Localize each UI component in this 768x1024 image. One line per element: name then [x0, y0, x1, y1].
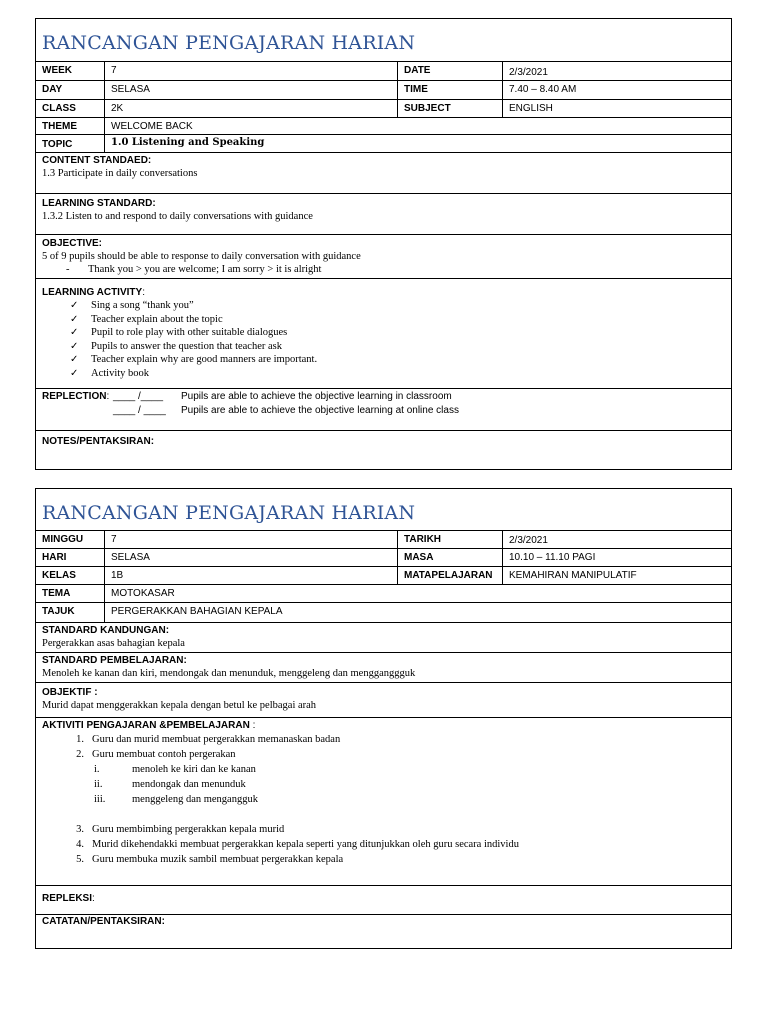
- standard-kandungan-block: [36, 623, 731, 653]
- tajuk-value: PERGERAKKAN BAHAGIAN KEPALA: [105, 603, 731, 623]
- reflection-row-2: [42, 404, 725, 418]
- content-standard-label: CONTENT STANDAED:: [42, 155, 152, 166]
- tema-value: MOTOKASAR: [105, 585, 731, 603]
- objective-text: 5 of 9 pupils should be able to response to daily conversation with guidance: [42, 251, 361, 262]
- standard-kandungan-text: Pergerakkan asas bahagian kepala: [42, 638, 185, 649]
- theme-label: THEME: [36, 118, 105, 135]
- notes-block: [36, 431, 731, 469]
- reflection-line-1: Pupils are able to achieve the objective learning in classroom: [181, 391, 452, 402]
- class-value: 2K: [105, 100, 398, 118]
- repleksi-block: [36, 886, 731, 915]
- reflection-line-2: Pupils are able to achieve the objective learning at online class: [181, 405, 459, 416]
- check-icon: ✓: [70, 313, 79, 325]
- aktiviti-list-a: [42, 732, 725, 762]
- standard-pembelajaran-text: Menoleh ke kanan dan kiri, mendongak dan menunduk, menggeleng dan mengganggguk: [42, 668, 416, 679]
- info-grid: [36, 62, 731, 153]
- list-item: ii. mendongak dan menunduk: [94, 779, 246, 790]
- tajuk-label: TAJUK: [36, 603, 105, 623]
- lesson-plan-pj: [35, 488, 732, 949]
- list-item: ✓ Pupils to answer the question that teacher ask: [70, 340, 282, 352]
- hari-value: SELASA: [105, 549, 398, 567]
- lesson-plan-english: [35, 18, 732, 470]
- form-title: RANCANGAN PENGAJARAN HARIAN: [36, 19, 731, 62]
- time-value: 7.40 – 8.40 AM: [503, 81, 731, 100]
- list-item: i. menoleh ke kiri dan ke kanan: [94, 764, 256, 775]
- learning-activity-label: LEARNING ACTIVITY:: [42, 287, 145, 298]
- aktiviti-block: [36, 718, 731, 886]
- masa-label: MASA: [398, 549, 503, 567]
- objective-block: [36, 235, 731, 279]
- week-value: 7: [105, 62, 398, 81]
- day-label: DAY: [36, 81, 105, 100]
- objektif-label: OBJEKTIF :: [42, 687, 98, 698]
- masa-value: 10.10 – 11.10 PAGI: [503, 549, 731, 567]
- learning-standard-label: LEARNING STANDARD:: [42, 198, 156, 209]
- check-icon: ✓: [70, 300, 79, 311]
- aktiviti-label: AKTIVITI PENGAJARAN &PEMBELAJARAN :: [42, 720, 256, 731]
- matapelajaran-value: KEMAHIRAN MANIPULATIF: [503, 567, 731, 585]
- list-item: ✓ Teacher explain about the topic: [70, 313, 223, 325]
- standard-pembelajaran-block: [36, 653, 731, 683]
- activity-list: [42, 299, 725, 380]
- tarikh-value: 2/3/2021: [503, 531, 731, 549]
- list-item: ✓ Activity book: [70, 367, 150, 379]
- date-value: 2/3/2021: [503, 62, 731, 81]
- list-item: ✓ Pupil to role play with other suitable dialogues: [70, 327, 288, 338]
- notes-label: NOTES/PENTAKSIRAN:: [42, 436, 155, 447]
- catatan-label: CATATAN/PENTAKSIRAN:: [42, 916, 165, 927]
- list-item: 4. Murid dikehendakki membuat pergerakkan kepala seperti yang ditunjukkan oleh guru secara individu: [76, 839, 519, 850]
- kelas-label: KELAS: [36, 567, 105, 585]
- standard-pembelajaran-label: STANDARD PEMBELAJARAN:: [42, 655, 187, 666]
- list-item: ✓ Teacher explain why are good manners are important.: [70, 354, 318, 365]
- aktiviti-list-b: [42, 822, 725, 867]
- list-item: 1. Guru dan murid membuat pergerakkan memanaskan badan: [76, 734, 341, 745]
- repleksi-label: REPLEKSI:: [42, 893, 95, 904]
- content-standard-block: [36, 153, 731, 194]
- objektif-text: Murid dapat menggerakkan kepala dengan betul ke pelbagai arah: [42, 700, 317, 711]
- topic-label: TOPIC: [36, 135, 105, 153]
- kelas-value: 1B: [105, 567, 398, 585]
- reflection-blank-1: ____ /____: [113, 391, 164, 402]
- info-grid: [36, 531, 731, 623]
- list-item: ✓ Sing a song “thank you”: [70, 300, 194, 311]
- check-icon: ✓: [70, 327, 79, 338]
- hari-label: HARI: [36, 549, 105, 567]
- date-label: DATE: [398, 62, 503, 81]
- subject-value: ENGLISH: [503, 100, 731, 118]
- tarikh-label: TARIKH: [398, 531, 503, 549]
- list-item: 5. Guru membuka muzik sambil membuat pergerakkan kepala: [76, 854, 344, 865]
- class-label: CLASS: [36, 100, 105, 118]
- objektif-block: [36, 683, 731, 718]
- learning-standard-block: [36, 194, 731, 235]
- day-value: SELASA: [105, 81, 398, 100]
- time-label: TIME: [398, 81, 503, 100]
- objective-sub: - Thank you > you are welcome; I am sorry > it is alright: [66, 264, 322, 275]
- form-title: RANCANGAN PENGAJARAN HARIAN: [36, 489, 731, 531]
- list-item: 2. Guru membuat contoh pergerakan: [76, 749, 236, 760]
- matapelajaran-label: MATAPELAJARAN: [398, 567, 503, 585]
- tema-label: TEMA: [36, 585, 105, 603]
- reflection-row-1: REPLECTION: ____ /____ Pupils are able to achieve the objective learning in classroom: [42, 391, 452, 402]
- objective-label: OBJECTIVE:: [42, 238, 103, 249]
- list-item: 3. Guru membimbing pergerakkan kepala murid: [76, 824, 285, 835]
- aktiviti-sub-list: [42, 762, 725, 807]
- check-icon: ✓: [70, 340, 79, 352]
- learning-standard-text: 1.3.2 Listen to and respond to daily conversations with guidance: [42, 211, 313, 222]
- learning-activity-block: [36, 279, 731, 389]
- check-icon: ✓: [70, 367, 79, 379]
- week-label: WEEK: [36, 62, 105, 81]
- standard-kandungan-label: STANDARD KANDUNGAN:: [42, 625, 170, 636]
- topic-value: 1.0 Listening and Speaking: [105, 135, 731, 153]
- content-standard-text: 1.3 Participate in daily conversations: [42, 168, 198, 179]
- theme-value: WELCOME BACK: [105, 118, 731, 135]
- subject-label: SUBJECT: [398, 100, 503, 118]
- reflection-blank-2: ____ / ____: [113, 405, 166, 416]
- check-icon: ✓: [70, 354, 79, 365]
- catatan-block: [36, 915, 731, 944]
- reflection-block: [36, 389, 731, 431]
- minggu-value: 7: [105, 531, 398, 549]
- minggu-label: MINGGU: [36, 531, 105, 549]
- list-item: iii. menggeleng dan mengangguk: [94, 794, 258, 805]
